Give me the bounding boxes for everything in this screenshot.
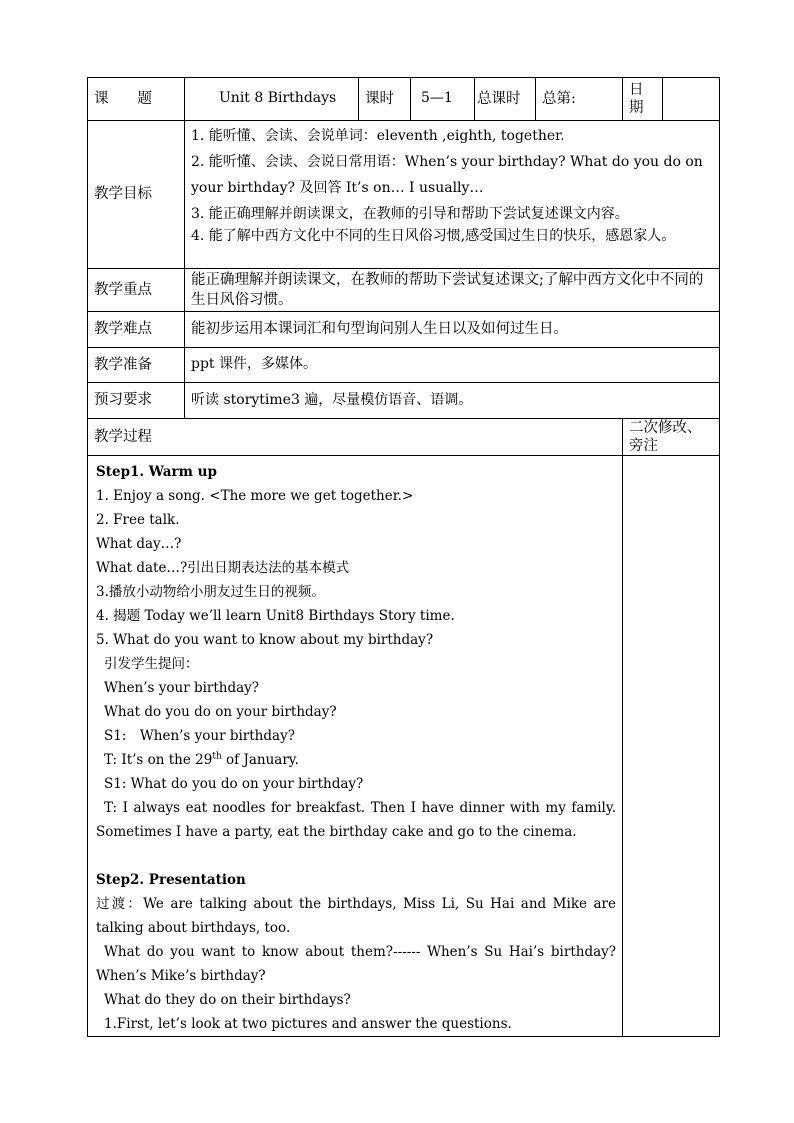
process-label: 教学过程: [88, 419, 623, 456]
total-periods-label: 总课时: [475, 78, 536, 121]
process-header-row: [88, 419, 720, 456]
key-points-text: 能正确理解并朗读课文，在教师的帮助下尝试复述课文;了解中西方文化中不同的生日风俗习惯。: [185, 269, 720, 312]
notes-content: [623, 456, 720, 1037]
difficulties-text: 能初步运用本课词汇和句型询问别人生日以及如何过生日。: [185, 312, 720, 348]
difficulties-label: 教学难点: [88, 312, 185, 348]
step1-line: S1: When’s your birthday?: [104, 728, 295, 745]
process-body-row: [88, 456, 720, 1037]
period-value: 5—1: [411, 78, 475, 121]
header-row: [88, 78, 720, 121]
step1-line: 引发学生提问：: [104, 656, 199, 673]
key-points-row: [88, 269, 720, 312]
goal-1: 1. 能听懂、会读、会说单词：eleventh ,eighth, together.: [191, 128, 565, 144]
step2-line: What do they do on their birthdays?: [104, 992, 351, 1009]
date-label: 日 期: [623, 78, 663, 121]
step1-line: 3.播放小动物给小朋友过生日的视频。: [96, 584, 325, 601]
preview-text: 听读 storytime3 遍，尽量模仿语音、语调。: [185, 383, 720, 419]
goals-row: [88, 121, 720, 269]
step2-line: 1.First, let’s look at two pictures and answer the questions.: [104, 1016, 512, 1033]
goals-label: 教学目标: [88, 121, 185, 269]
step1-line: 2. Free talk.: [96, 512, 180, 529]
sequence-label: 总第:: [536, 78, 623, 121]
step1-title: Step1. Warm up: [96, 464, 217, 481]
ordinal-suffix: th: [212, 751, 222, 762]
preparation-text: ppt 课件，多媒体。: [185, 348, 720, 383]
goal-4: 4. 能了解中西方文化中不同的生日风俗习惯,感受国过生日的快乐，感恩家人。: [191, 228, 676, 244]
step1-line: What date…?引出日期表达法的基本模式: [96, 560, 350, 577]
step1-line: 5. What do you want to know about my birthday?: [96, 632, 434, 649]
topic-value: Unit 8 Birthdays: [185, 78, 359, 121]
topic-label: 课 题: [88, 78, 185, 121]
step1-line: When’s your birthday?: [104, 680, 260, 697]
notes-label: 二次修改、旁注: [623, 419, 720, 456]
preview-row: [88, 383, 720, 419]
date-text-a: T: It’s on the 29: [104, 752, 213, 769]
step1-line: S1: What do you do on your birthday?: [104, 776, 364, 793]
preparation-label: 教学准备: [88, 348, 185, 383]
step2-paragraph: What do you want to know about them?------ When’s Su Hai’s birthday? When’s Mike’s birthday?: [96, 944, 616, 985]
lesson-plan: [87, 77, 719, 1037]
preparation-row: [88, 348, 720, 383]
step1-line: What day…?: [96, 536, 182, 553]
date-value: [663, 78, 720, 121]
difficulties-row: [88, 312, 720, 348]
step1-line: 1. Enjoy a song. <The more we get together.>: [96, 488, 414, 505]
step1-paragraph: T: I always eat noodles for breakfast. Then I have dinner with my family. Sometimes I have a party, eat the birthday cake and go to the cinema.: [96, 800, 616, 841]
goals-content: [185, 121, 720, 269]
step1-line: 4. 揭题 Today we’ll learn Unit8 Birthdays Story time.: [96, 608, 455, 625]
goal-3: 3. 能正确理解并朗读课文，在教师的引导和帮助下尝试复述课文内容。: [191, 206, 629, 222]
preview-label: 预习要求: [88, 383, 185, 419]
goal-2a: 2. 能听懂、会读、会说日常用语：When’s your birthday? What do you do on: [191, 154, 703, 170]
key-points-label: 教学重点: [88, 269, 185, 312]
step2-paragraph: 过渡：We are talking about the birthdays, Miss Li, Su Hai and Mike are talking about birthdays, too.: [96, 896, 616, 937]
period-label: 课时: [359, 78, 411, 121]
goal-2b: your birthday? 及回答 It’s on… I usually…: [191, 180, 484, 196]
step2-title: Step2. Presentation: [96, 872, 246, 889]
lesson-plan-table: [87, 77, 720, 1037]
step1-line: What do you do on your birthday?: [104, 704, 337, 721]
process-content: [88, 456, 623, 1037]
spacer: [96, 844, 616, 868]
step1-date-line: [96, 748, 616, 772]
date-text-b: of January.: [221, 752, 299, 769]
